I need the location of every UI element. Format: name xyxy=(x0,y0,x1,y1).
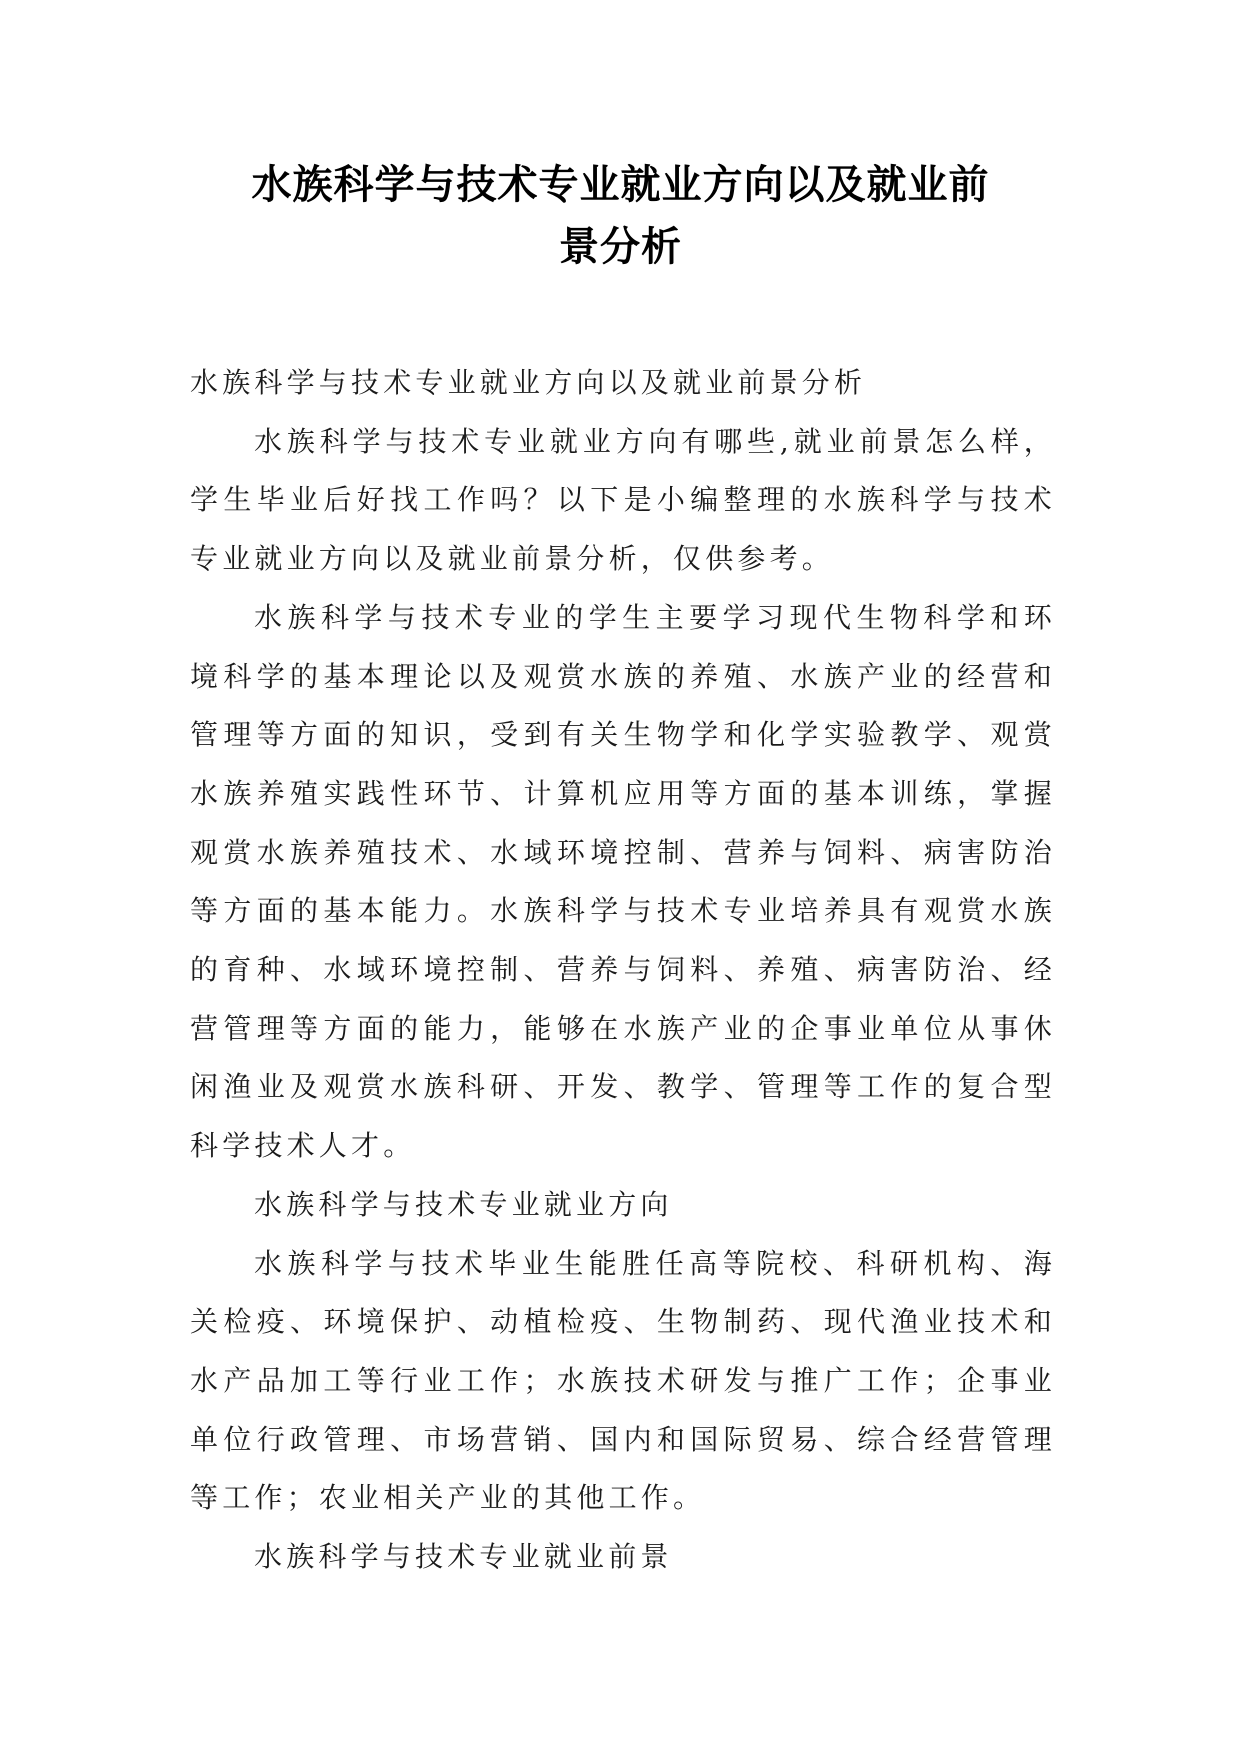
document-title xyxy=(150,154,1091,278)
title-line-2: 景分析 xyxy=(559,224,682,270)
document-body xyxy=(190,354,1056,1587)
career-direction-paragraph: 水族科学与技术毕业生能胜任高等院校、科研机构、海关检疫、环境保护、动植检疫、生物制药、现代渔业技术和水产品加工等行业工作；水族技术研发与推广工作；企事业单位行政管理、市场营销、国内和国际贸易、综合经营管理等工作；农业相关产业的其他工作。 xyxy=(190,1246,1056,1515)
title-line-1: 水族科学与技术专业就业方向以及就业前 xyxy=(251,162,990,208)
subtitle-paragraph: 水族科学与技术专业就业方向以及就业前景分析 xyxy=(190,366,867,399)
curriculum-paragraph: 水族科学与技术专业的学生主要学习现代生物科学和环境科学的基本理论以及观赏水族的养殖、水族产业的经营和管理等方面的知识，受到有关生物学和化学实验教学、观赏水族养殖实践性环节、计算机应用等方面的基本训练，掌握观赏水族养殖技术、水域环境控制、营养与饲料、病害防治等方面的基本能力。水族科学与技术专业培养具有观赏水族的育种、水域环境控制、营养与饲料、养殖、病害防治、经营管理等方面的能力，能够在水族产业的企事业单位从事休闲渔业及观赏水族科研、开发、教学、管理等工作的复合型科学技术人才。 xyxy=(190,600,1056,1163)
section-heading-career-prospects: 水族科学与技术专业就业前景 xyxy=(254,1540,673,1574)
intro-paragraph: 水族科学与技术专业就业方向有哪些,就业前景怎么样，学生毕业后好找工作吗？以下是小编整理的水族科学与技术专业就业方向以及就业前景分析，仅供参考。 xyxy=(190,424,1056,576)
section-heading-career-direction: 水族科学与技术专业就业方向 xyxy=(254,1187,673,1221)
